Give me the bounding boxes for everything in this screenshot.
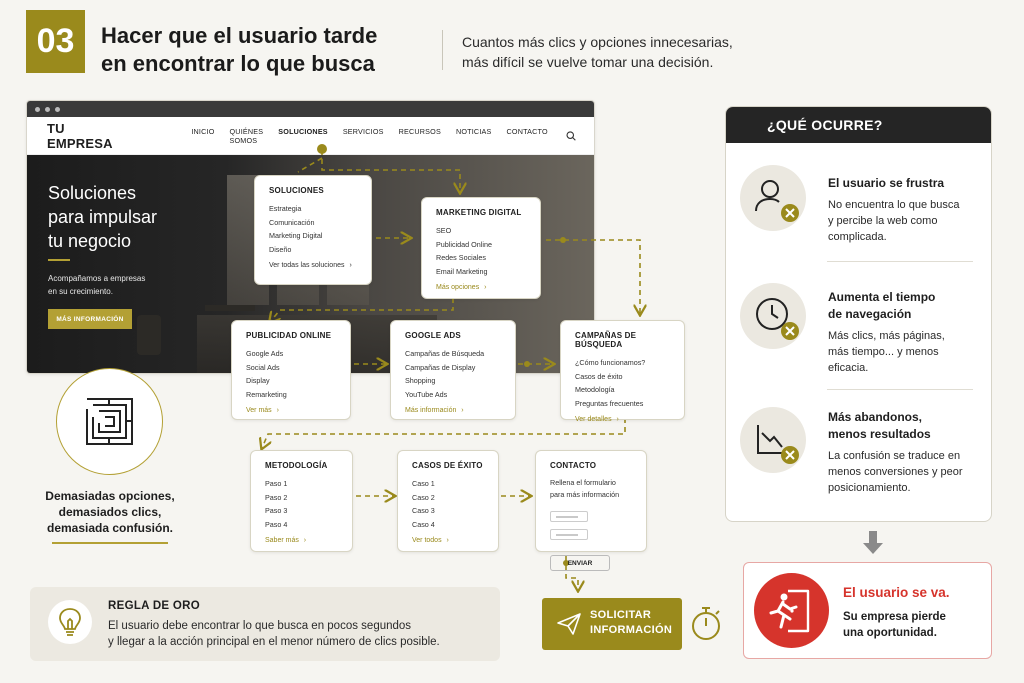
panel-title: ¿QUÉ OCURRE? <box>726 107 991 143</box>
stopwatch-icon <box>688 603 724 643</box>
golden-rule-text: El usuario debe encontrar lo que busca en pocos segundos y llegar a la acción principal en el menor número de clics posible. <box>108 620 440 648</box>
card-title: GOOGLE ADS <box>405 331 461 340</box>
menu-item-inicio[interactable]: INICIO <box>191 126 215 136</box>
menu-item-quienes-somos[interactable]: QUIÉNES SOMOS <box>229 126 264 145</box>
menu-card-soluciones[interactable] <box>254 175 372 285</box>
exit-text: Su empresa pierde una oportunidad. <box>843 611 946 639</box>
request-info-button[interactable]: SOLICITAR INFORMACIÓN <box>542 598 682 650</box>
panel-divider <box>827 261 973 262</box>
card-item[interactable]: SEO <box>436 226 452 235</box>
card-item[interactable]: Email Marketing <box>436 266 488 276</box>
user-leaves-box <box>743 562 992 659</box>
card-item[interactable]: Paso 3 <box>265 506 288 515</box>
panel-divider <box>827 389 973 390</box>
user-x-icon <box>740 165 806 231</box>
menu-item-soluciones[interactable]: SOLUCIONES <box>278 126 328 136</box>
card-item[interactable]: Campañas de Display <box>405 362 476 372</box>
card-item[interactable]: Caso 4 <box>412 519 435 529</box>
card-link[interactable]: Ver todos › <box>412 537 484 544</box>
menu-card-publicidad-online[interactable] <box>231 320 351 420</box>
hero-more-info-button[interactable]: MÁS INFORMACIÓN <box>48 309 132 329</box>
clock-x-icon <box>740 283 806 349</box>
card-item[interactable]: Social Ads <box>246 362 280 372</box>
card-item[interactable]: Display <box>246 376 270 385</box>
paper-plane-icon <box>556 612 582 636</box>
lightbulb-badge <box>48 600 92 644</box>
card-item[interactable]: Marketing Digital <box>269 231 323 240</box>
step-number-badge: 03 <box>26 10 85 73</box>
card-title: PUBLICIDAD ONLINE <box>246 331 332 340</box>
card-item[interactable]: Preguntas frecuentes <box>575 398 644 408</box>
card-link[interactable]: Más opciones › <box>436 284 526 291</box>
what-happens-panel: ¿QUÉ OCURRE? El usuario se frustra No encuentra lo que busca y percibe la web como complicada. Aumenta el tiempo de navegación Más clics, más páginas, más tiempo... y menos eficacia. Más abandonos, menos resultados La confusión se traduce en menos conversiones y peor posicionamiento. <box>725 106 992 522</box>
menu-item-contacto[interactable]: CONTACTO <box>506 126 548 136</box>
golden-rule-title: REGLA DE ORO <box>108 600 200 612</box>
card-link[interactable]: Saber más › <box>265 537 338 544</box>
card-item[interactable]: Caso 1 <box>412 479 435 488</box>
card-item[interactable]: Shopping <box>405 376 436 385</box>
card-title: CASOS DE ÉXITO <box>412 461 483 470</box>
card-link[interactable]: Ver detalles › <box>575 416 670 423</box>
card-item[interactable]: Caso 2 <box>412 492 435 502</box>
card-title: CONTACTO <box>550 461 597 470</box>
hero-text: Acompañamos a empresas en su crecimiento. <box>48 274 146 296</box>
card-link[interactable]: Ver más › <box>246 407 336 414</box>
hero-title: Soluciones para impulsar tu negocio <box>48 183 158 251</box>
card-item[interactable]: Caso 3 <box>412 506 435 515</box>
card-item[interactable]: Paso 4 <box>265 519 288 529</box>
card-item[interactable]: ¿Cómo funcionamos? <box>575 358 646 367</box>
exit-title: El usuario se va. <box>843 585 950 600</box>
contact-text: para más información <box>550 490 620 499</box>
card-item[interactable]: Paso 1 <box>265 479 288 488</box>
card-item[interactable]: Campañas de Búsqueda <box>405 349 485 358</box>
chart-down-x-icon <box>740 407 806 473</box>
maze-icon <box>57 369 162 474</box>
menu-card-contacto <box>535 450 647 567</box>
card-link[interactable]: Más información › <box>405 407 501 414</box>
menu-card-metodologia[interactable] <box>250 450 353 552</box>
card-title: METODOLOGÍA <box>265 461 328 470</box>
card-title: SOLUCIONES <box>269 186 324 195</box>
card-item[interactable]: Remarketing <box>246 389 287 399</box>
maze-caption: Demasiadas opciones, demasiados clics, demasiada confusión. <box>45 489 175 535</box>
site-logo[interactable]: TU EMPRESA <box>47 120 113 151</box>
menu-card-google-ads[interactable] <box>390 320 516 420</box>
menu-card-marketing-digital[interactable] <box>421 197 541 299</box>
card-item[interactable]: Google Ads <box>246 349 284 358</box>
card-title: CAMPAÑAS DE BÚSQUEDA <box>575 331 637 349</box>
menu-item-recursos[interactable]: RECURSOS <box>398 126 441 136</box>
card-item[interactable]: Redes Sociales <box>436 253 486 262</box>
card-title: MARKETING DIGITAL <box>436 208 522 217</box>
card-item[interactable]: Diseño <box>269 244 292 254</box>
card-item[interactable]: Estrategia <box>269 204 302 213</box>
card-item[interactable]: Publicidad Online <box>436 239 492 249</box>
lightbulb-icon <box>48 600 92 644</box>
page-title: Hacer que el usuario tarde en encontrar lo que busca <box>101 23 378 76</box>
contact-text: Rellena el formulario <box>550 478 616 487</box>
card-item[interactable]: YouTube Ads <box>405 389 448 399</box>
card-item[interactable]: Paso 2 <box>265 492 288 502</box>
card-item[interactable]: Casos de éxito <box>575 371 623 381</box>
maze-badge <box>56 368 163 475</box>
maze-caption-underline <box>52 542 168 544</box>
send-button[interactable]: ENVIAR <box>550 555 610 571</box>
menu-item-servicios[interactable]: SERVICIOS <box>342 126 384 136</box>
card-item[interactable]: Comunicación <box>269 217 315 227</box>
menu-item-noticias[interactable]: NOTICIAS <box>455 126 492 136</box>
page-subtitle: Cuantos más clics y opciones innecesarias, más difícil se vuelve tomar una decisión. <box>462 34 733 70</box>
menu-card-casos-exito[interactable] <box>397 450 499 552</box>
arrow-down-icon <box>862 531 884 555</box>
contact-email-field[interactable] <box>550 529 588 540</box>
card-link[interactable]: Ver todas las soluciones › <box>269 262 357 269</box>
contact-name-field[interactable] <box>550 511 588 522</box>
exit-door-icon <box>754 573 829 648</box>
menu-card-campanas-busqueda[interactable] <box>560 320 685 423</box>
card-item[interactable]: Metodología <box>575 385 615 394</box>
